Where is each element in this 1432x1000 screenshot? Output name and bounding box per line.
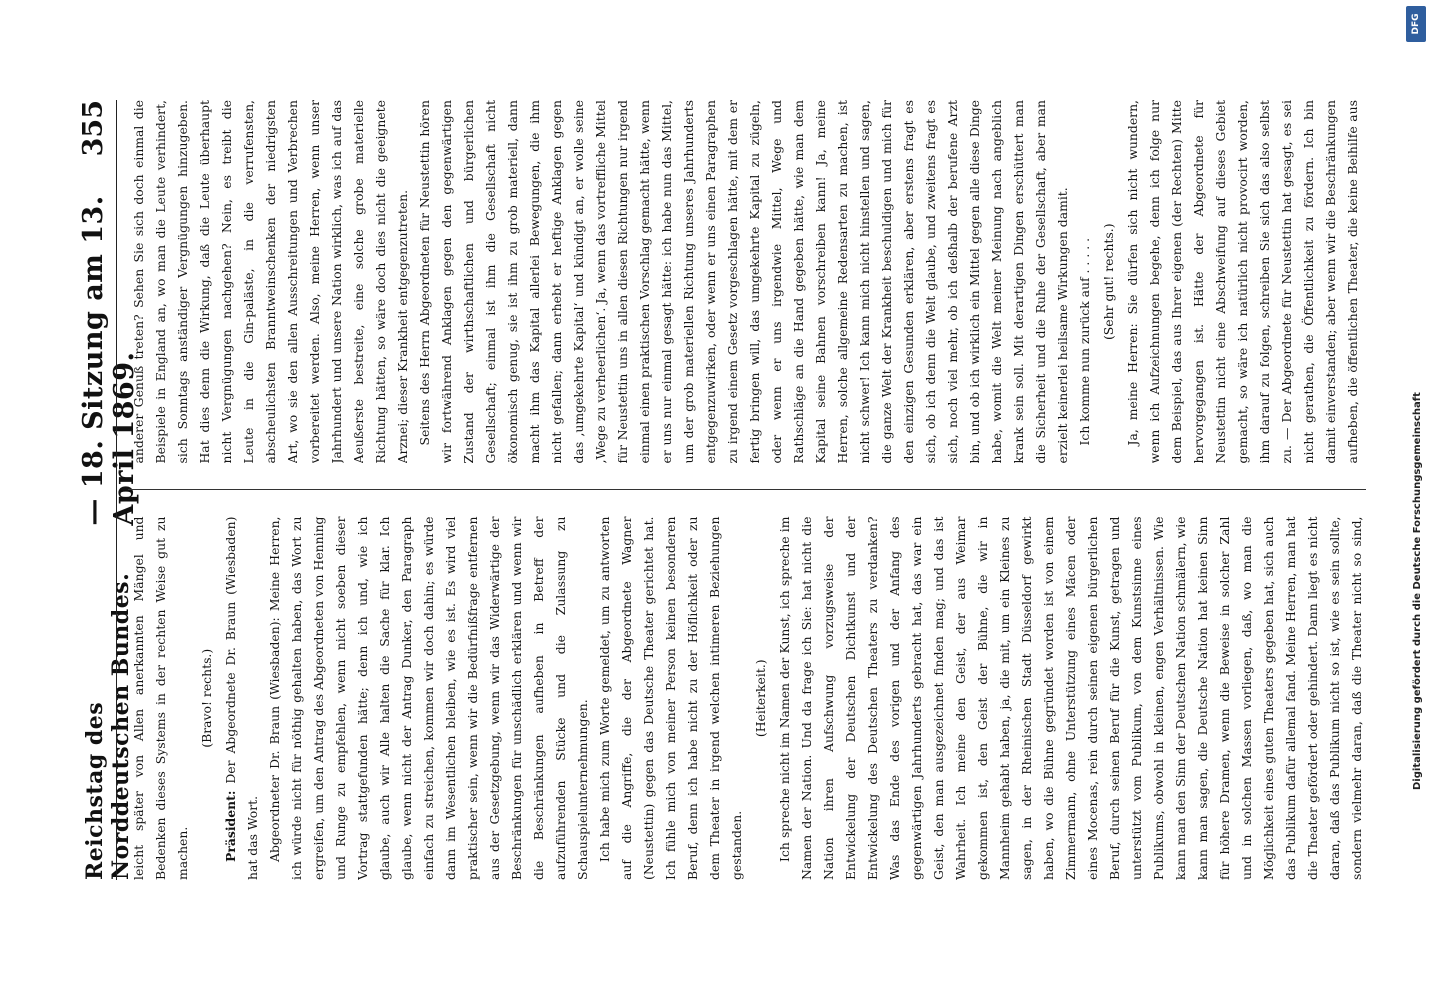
paragraph: Seitens des Herrn Abgeordneten für Neustettin hören wir fortwährend Anklagen gegen den gegenwärtigen Zustand der wirthschaftlichen und bürgerlichen Gesellschaft; einmal ist ihm die Gesellschaft nicht ökonomisch genug, sie ist ihm zu grob materiell, dann macht ihm das Kapital allerlei Bewegungen, die ihm nicht gefallen; dann erhebt er heftige Anklagen gegen das ‚umgekehrte Kapital‘ und kündigt an, er wolle seine ‚Wege zu verheerlichen‘. Ja, wenn das vortreffliche Mittel für Neustettin uns in allen diesen Richtungen nur irgend einmal einen praktischen Vorschlag gemacht hätte, wenn er uns nur einmal gesagt hätte: ich habe nun das Mittel, um der grob materiellen Richtung unseres Jahrhunderts entgegenzuwirken, oder wenn er uns einen Paragraphen zu irgend einem Gesetz vorgeschlagen hätte, mit dem er fertig bringen will, das umgekehrte Kapital zu zügeln, oder wenn er uns irgendwie Mittel, Wege und Rathschläge an die Hand gegeben hätte, wie man dem Kapital seine Bahnen vorschreiben kann! Ja, meine Herren, solche allgemeine Redensarten zu machen, ist nicht schwer! Ich kann mich nicht hinstellen und sagen, die ganze Welt der Krankheit beschuldigen und mich für den einzigen Gesunden erklären, aber erstens fragt es sich, ob ich denn die Welt glaube, und zweitens fragt es sich, noch viel mehr, ob ich deßhalb der berufene Arzt bin, und ob ich wirklich ein Mittel gegen alle diese Dinge habe, womit die Welt meiner Meinung nach angeblich krank sein soll. Mit derartigen Dingen erschüttert man die Sicherheit und die Ruhe der Gesellschaft, aber man erzielt keinerlei heilsame Wirkungen damit. xyxy=(417,100,1070,464)
column-divider xyxy=(128,490,1366,491)
header-session: — 18. Sitzung am 13. April 1869. xyxy=(78,195,140,526)
left-column xyxy=(128,517,1366,881)
header-rule xyxy=(116,100,117,880)
paragraph: Ich komme nun zurück auf . . . . . xyxy=(1077,237,1092,446)
digitization-credit: Digitalisierung gefördert durch die Deutsche Forschungsgemeinschaft xyxy=(1412,392,1423,790)
paragraph: Ich spreche nicht im Namen der Kunst, ich spreche im Namen der Nation. Und da frage ich Sie: hat nicht die Nation ihren Aufschwung vorzugsweise der Entwickelung der Deutschen Dichtkunst und der Entwickelung des Deutschen Theaters zu verdanken? Was das Ende des vorigen und der Anfang des gegenwärtigen Jahrhunderts gebracht hat, das war ein Geist, den man ausgezeichnet finden mag; und das ist Wahrheit. Ich meine den Geist, der aus Weimar gekommen ist, den Geist der Bühne, die wir in Mannheim gehabt haben, ja, die mit, um ein Kleines zu sagen, in der Rheinischen Stadt Düsseldorf gewirkt haben, wo die Bühne gegründet worden ist von einem Zimmermann, ohne Unterstützung eines Mäcen oder eines Mocenas, rein durch seinen eigenen bürgerlichen Beruf, durch seinen Beruf für die Kunst, getragen und unterstützt vom Publikum, von dem Kunstsinne eines Publikums, obwohl in kleinen, engen Verhältnissen. Wie kann man den Sinn der Deutschen Nation schmälern, wie kann man sagen, die Deutsche Nation hat keinen Sinn für höhere Dramen, wenn die Beweise in solcher Zahl und in solchen Massen vorliegen, daß, wo man die Möglichkeit eines guten Theaters gegeben hat, sich auch das Publikum dafür allemal fand. Meine Herren, man hat die Theater gefördert oder gehindert. Dann liegt es nicht daran, daß das Publikum nicht so ist, wie es sein sollte, sondern vielmehr daran, daß die Theater nicht so sind, xyxy=(777,516,1364,880)
paragraph: Abgeordneter Dr. Braun (Wiesbaden): Meine Herren, ich würde nicht für nöthig gehalten haben, das Wort zu ergreifen, um den Antrag des Abgeordneten von Henning und Runge zu empfehlen, wenn nicht soeben dieser Vortrag stattgefunden hätte; denn ich und, wie ich glaube, auch wir Alle halten die Sache für klar. Ich glaube, wenn nicht der Antrag Dunker, den Paragraph einfach zu streichen, kommen wir doch dahin; es würde dann im Wesentlichen bleiben, wie es ist. Es wird viel praktischer sein, wenn wir die Bedürfnißfrage entfernen aus der Gesetzgebung, wenn wir das Widerwärtige der Beschränkungen für unschädlich erklären und wenn wir die Beschränkungen aufheben in Betreff der aufzuführenden Stücke und die Zulassung zu Schauspielunternehmungen. xyxy=(267,516,590,880)
document-page xyxy=(36,40,1396,940)
header-publication: Reichstag des Norddeutschen Bundes. xyxy=(82,572,134,880)
dfg-logo xyxy=(1406,6,1426,42)
right-column xyxy=(128,100,1366,464)
paragraph: leicht später von Allen anerkannten Mängel und Bedenken dieses Systems in der rechten Weise gut zu machen. xyxy=(131,516,190,880)
reaction-note: (Heiterkeit.) xyxy=(753,659,768,738)
president-text: Der Abgeordnete Dr. Braun (Wiesbaden) hat das Wort. xyxy=(223,516,260,880)
speaker-label: Präsident: xyxy=(223,790,238,862)
reaction-note: (Sehr gut! rechts.) xyxy=(1101,223,1116,341)
paragraph: anderer Genuß treten? Sehen Sie sich doch einmal die Beispiele in England an, wo man die Leute verhindert, sich Sonntags anständiger Vergnügungen hinzugeben. Hat dies denn die Wirkung, daß die Leute überhaupt nicht Vergnügungen nachgehen? Nein, es treibt die Leute in die Gin-paläste, in die verrufensten, abscheulichsten Branntweinschenken der niedrigsten Art, wo sie den allen Ausschreitungen und Verbrechen vorbereitet werden. Also, meine Herren, wenn unser Jahrhundert und unsere Nation wirklich, was ich auf das Aeußerste bestreite, eine solche grobe materielle Richtung hätten, so wäre doch dies nicht die geeignete Arznei; dieser Krankheit entgegenzutreten. xyxy=(131,100,410,464)
paragraph: Ja, meine Herren: Sie dürfen sich nicht wundern, wenn ich Aufzeichnungen begehe, denn ich folge nur dem Beispiel, das aus Ihrer eigenen (der Rechten) Mitte hervorgegangen ist. Hätte der Abgeordnete für Neustettin nicht eine Abschweifung auf dieses Gebiet gemacht, so wäre ich natürlich nicht provocirt worden, ihm darauf zu folgen, schreiben Sie sich das also selbst zu. — Der Abgeordnete für Neustettin hat gesagt, es sei nicht gerathen, die Öffentlichkeit zu fördern. Ich bin damit einverstanden; aber wenn wir die Beschränkungen aufheben, die öffentlichen Theater, die keine Beihilfe aus xyxy=(1125,100,1360,464)
text-columns xyxy=(128,100,1366,880)
dfg-logo-text: DFG xyxy=(1411,13,1421,35)
paragraph: Ich habe mich zum Worte gemeldet, um zu antworten auf die Angriffe, die der Abgeordnete Wagner (Neustettin) gegen das Deutsche Theater gerichtet hat. Ich fühle mich von meiner Person keinen besonderen Beruf, denn ich habe nicht zu der Höflichkeit oder zu dem Theater in irgend welchen intimeren Beziehungen gestanden. xyxy=(597,516,744,880)
reaction-note: (Bravo! rechts.) xyxy=(199,648,214,748)
running-head xyxy=(78,100,140,880)
page-number: 355 xyxy=(78,100,109,157)
president-statement xyxy=(220,517,264,881)
